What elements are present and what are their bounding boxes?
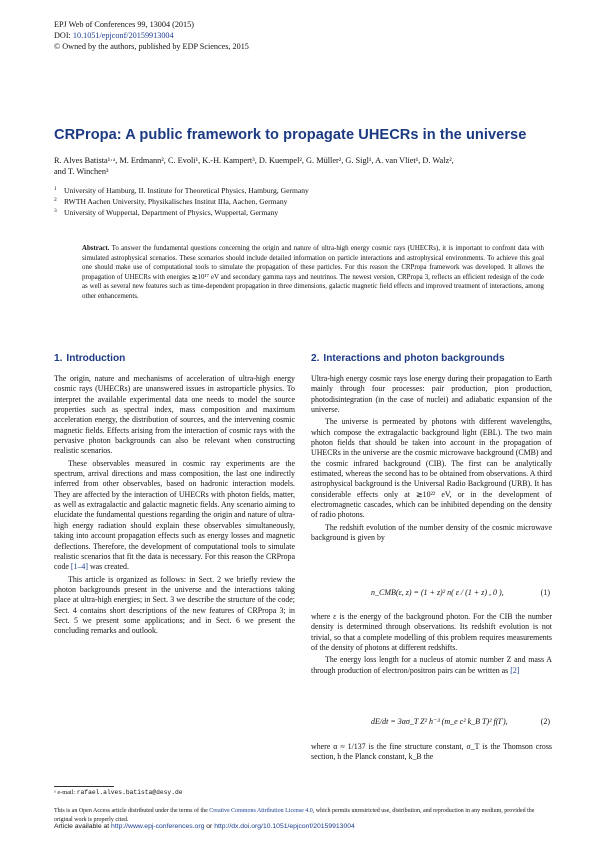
doi-link[interactable]: 10.1051/epjconf/20159913004 bbox=[72, 30, 174, 40]
license-text: , which permits unrestricted use, distribution, and reproduction in any medium, provided the original work is properly cited. bbox=[54, 808, 535, 823]
paragraph: This article is organized as follows: in Sect. 2 we briefly review the photon backgrounds present in the universe and the interactions taking place at ultra-high energies; in Sect. 3 we describe the structure of the code; Sect. 4 contains short descriptions of the new features of CRPropa 3; in Sect. 5 we present some applications; and in Sect. 6 we present the concluding remarks and outlook. bbox=[54, 574, 295, 636]
paragraph-text: These observables measured in cosmic ray experiments are the spectrum, arrival directions and mass composition, the last one indirectly inferred from other observables, based on hadronic interaction models. They are affected by the interaction of UHECRs with photon fields, matter, as well as extragalactic and galactic magnetic fields. Any scenario aiming to elucidate the fundamental questions regarding the origin and nature of ultra-high energy radiation should explain these observables simultaneously, taking into account propagation effects such as energy losses and magnetic deflections. Therefore, the development of computational tools to simulate realistic scenarios that fit the data is necessary. For this reason the CRPropa code bbox=[54, 458, 295, 572]
license-link[interactable]: Creative Commons Attribution License 4.0 bbox=[209, 808, 313, 814]
affiliation-text: RWTH Aachen University, Physikalisches Institut IIIa, Aachen, Germany bbox=[64, 197, 288, 206]
doi-line bbox=[54, 31, 249, 42]
paragraph: Ultra-high energy cosmic rays lose energy during their propagation to Earth mainly through four processes: pair production, pion production, photodisintegration (in the case of nuclei) and adiabatic expansion of the universe. bbox=[311, 374, 552, 415]
paragraph: The redshift evolution of the number density of the cosmic microwave background is given by bbox=[311, 522, 552, 543]
affiliation-text: University of Wuppertal, Department of Physics, Wuppertal, Germany bbox=[64, 208, 279, 217]
section-number: 1. bbox=[54, 353, 63, 364]
doi-url-link[interactable]: http://dx.doi.org/10.1051/epjconf/20159913004 bbox=[214, 823, 355, 830]
affiliation-item bbox=[54, 207, 544, 218]
affiliation-list bbox=[54, 185, 544, 218]
equation-number: (1) bbox=[540, 588, 550, 597]
journal-citation: EPJ Web of Conferences 99, 13004 (2015) bbox=[54, 20, 194, 29]
equation-number: (2) bbox=[540, 717, 550, 726]
author-list bbox=[54, 155, 544, 177]
footnote-divider bbox=[54, 786, 114, 787]
interactions-body-mid bbox=[311, 612, 552, 676]
footnote bbox=[54, 789, 183, 796]
abstract bbox=[82, 244, 544, 302]
affiliation-number: 2 bbox=[54, 197, 57, 203]
article-availability bbox=[54, 823, 544, 830]
affiliation-number: 1 bbox=[54, 186, 57, 192]
license-text: This is an Open Access article distributed under the terms of the bbox=[54, 808, 210, 814]
paragraph: The universe is permeated by photons with different wavelengths, which compose the extragalactic background light (EBL). The two main photon fields that should be taken into account in the propagation of UHECRs in the universe are the cosmic microwave background (CMB) and the cosmic infrared background (CIB). The first can be analytically estimated, whereas the second has to be obtained from observations. A third astrophysical background is the Universal Radio Background (URB). It has considerable effects only at ≳10²² eV, or in the development of electromagnetic cascades, which can be inhibited depending on the density of radio photons. bbox=[311, 417, 552, 520]
affiliation-item bbox=[54, 185, 544, 196]
authors-line-1: R. Alves Batista¹·ᵃ, M. Erdmann², C. Evoli¹, K.-H. Kampert³, D. Kuempel², G. Müller², G. Sigl¹, A. van Vliet¹, D. Walz², bbox=[54, 156, 454, 165]
paragraph: The origin, nature and mechanisms of acceleration of ultra-high energy cosmic rays (UHECRs) are unanswered issues in astroparticle physics. To interpret the available experimental data one needs to model the source properties such as spectral index, mass composition and maximum acceleration energy, the distribution of sources, and the intervening cosmic magnetic fields. Effects arising from the interaction of cosmic rays with the pervasive photon backgrounds can also be relevant when constructing realistic scenarios. bbox=[54, 374, 295, 456]
paragraph-text: The energy loss length for a nucleus of atomic number Z and mass A through production of electron/positron pairs can be written as bbox=[311, 655, 552, 675]
journal-site-link[interactable]: http://www.epj-conferences.org bbox=[111, 823, 205, 830]
footnote-prefix: e-mail: bbox=[57, 789, 77, 796]
section-number: 2. bbox=[311, 353, 320, 364]
section-heading-introduction bbox=[54, 353, 125, 364]
equation-body: n_CMB(ε, z) = (1 + z)² n( ε / (1 + z) , 0 ), bbox=[371, 588, 504, 597]
citation-link[interactable]: [2] bbox=[510, 665, 520, 675]
affiliation-item bbox=[54, 196, 544, 207]
paragraph bbox=[311, 655, 552, 676]
paper-title: CRPropa: A public framework to propagate UHECRs in the universe bbox=[54, 127, 527, 143]
affiliation-text: University of Hamburg, II. Institute for Theoretical Physics, Hamburg, Germany bbox=[64, 186, 309, 195]
paragraph: where ε is the energy of the background photon. For the CIB the number density is determined through observations. Its redshift evolution is not trivial, so that a complete modelling of this problem requires measurements of the density of photons at different redshifts. bbox=[311, 612, 552, 653]
paragraph bbox=[54, 459, 295, 573]
equation-body: dE/dt = 3ασ_T Z² h⁻³ (m_e c² k_B T)² f(Γ), bbox=[371, 717, 508, 726]
journal-header bbox=[54, 20, 249, 52]
affiliation-number: 3 bbox=[54, 208, 57, 214]
paragraph: where α ≈ 1/137 is the fine structure constant, σ_T is the Thomson cross section, h the Planck constant, k_B the bbox=[311, 742, 552, 762]
interactions-body-bottom bbox=[311, 742, 552, 763]
author-email: rafael.alves.batista@desy.de bbox=[76, 789, 183, 796]
paragraph-text: was created. bbox=[89, 562, 129, 572]
abstract-label: Abstract. bbox=[82, 245, 110, 252]
license-notice bbox=[54, 807, 544, 824]
introduction-body bbox=[54, 374, 295, 637]
citation-link[interactable]: [1–4] bbox=[70, 562, 88, 572]
section-title: Interactions and photon backgrounds bbox=[323, 353, 505, 364]
article-mid: or bbox=[204, 823, 215, 830]
abstract-text: To answer the fundamental questions concerning the origin and nature of ultra-high energy cosmic rays (UHECRs), it is important to confront data with simulated astrophysical scenarios. These scenarios should include detailed information on particle interactions and astrophysical environments. To achieve this goal one should make use of computational tools to simulate the propagation of these particles. For this reason the CRPropa framework was developed. It allows the propagation of UHECRs with energies ≳10¹⁷ eV and secondary gamma rays and neutrinos. The newest version, CRPropa 3, reflects an efficient redesign of the code as well as several new features such as time-dependent propagation in three dimensions, galactic magnetic field effects and improved treatment of interactions, among other enhancements. bbox=[82, 245, 545, 300]
interactions-body-top bbox=[311, 374, 552, 544]
footnote-mark: ᵃ bbox=[54, 789, 56, 796]
equation-1 bbox=[311, 582, 552, 604]
section-heading-interactions bbox=[311, 353, 505, 364]
copyright-line: © Owned by the authors, published by EDP Sciences, 2015 bbox=[54, 41, 249, 51]
authors-line-2: and T. Winchen³ bbox=[54, 167, 109, 177]
equation-2 bbox=[311, 711, 552, 733]
section-title: Introduction bbox=[66, 353, 126, 364]
article-prefix: Article available at bbox=[54, 823, 112, 830]
doi-prefix: DOI: bbox=[54, 30, 73, 40]
